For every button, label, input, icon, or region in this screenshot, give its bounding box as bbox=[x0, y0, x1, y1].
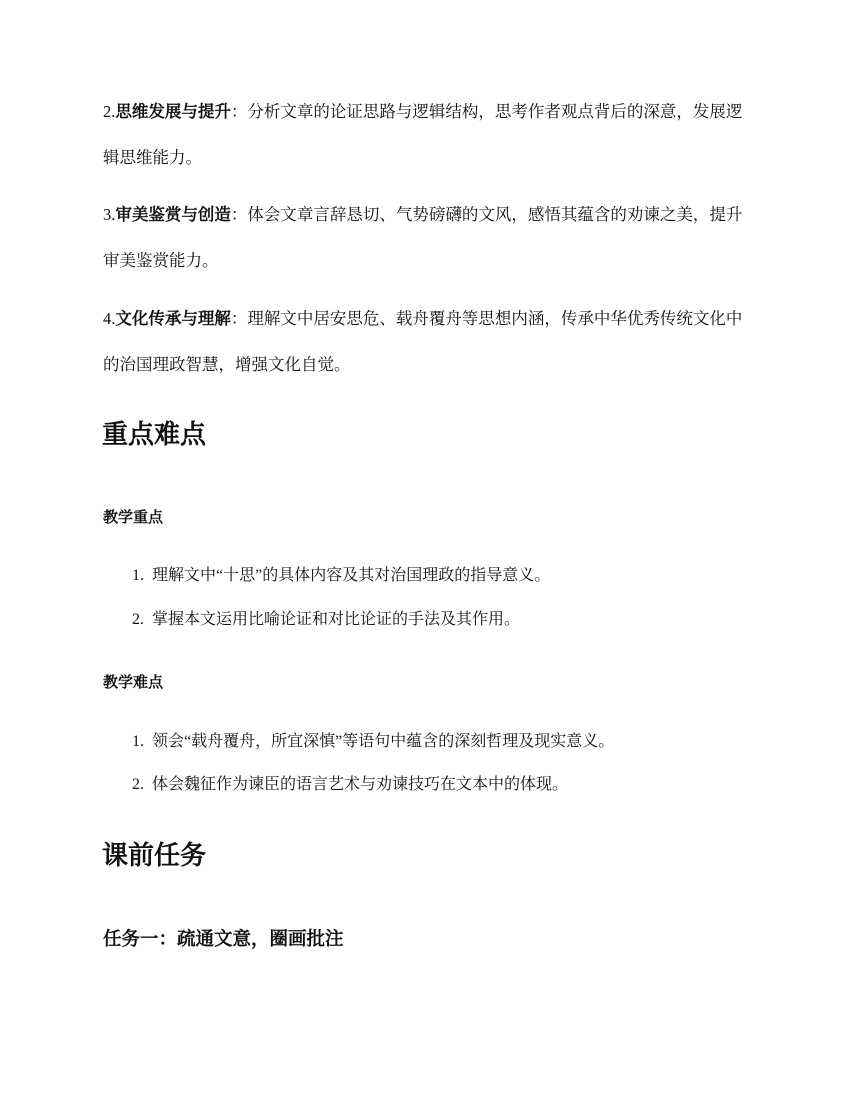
list-text: 掌握本文运用比喻论证和对比论证的手法及其作用。 bbox=[152, 611, 521, 628]
objective-text: 体会文章言辞恳切、气势磅礴的文风，感悟其蕴含的劝谏之美，提升审美鉴赏能力。 bbox=[103, 205, 743, 270]
list-text: 体会魏征作为谏臣的语言艺术与劝谏技巧在文本中的体现。 bbox=[152, 776, 569, 793]
list-text: 领会“载舟覆舟，所宜深慎”等语句中蕴含的深刻哲理及现实意义。 bbox=[152, 733, 615, 750]
subheading-task-one: 任务一：疏通文意，圈画批注 bbox=[103, 929, 344, 950]
objective-culture bbox=[103, 296, 757, 388]
objective-number: 4. bbox=[103, 309, 116, 328]
objective-text: 分析文章的论证思路与逻辑结构，思考作者观点背后的深意，发展逻辑思维能力。 bbox=[103, 102, 743, 167]
objective-separator: ： bbox=[230, 309, 248, 328]
objective-label: 文化传承与理解 bbox=[115, 309, 231, 328]
list-text: 理解文中“十思”的具体内容及其对治国理政的指导意义。 bbox=[152, 567, 551, 584]
objective-number: 3. bbox=[103, 205, 116, 224]
objective-number: 2. bbox=[103, 102, 116, 121]
objective-separator: ： bbox=[230, 205, 248, 224]
objective-text: 理解文中居安思危、载舟覆舟等思想内涵，传承中华优秀传统文化中的治国理政智慧，增强文化自觉。 bbox=[103, 309, 743, 374]
list-item bbox=[132, 609, 520, 631]
list-item bbox=[132, 731, 614, 753]
objective-label: 审美鉴赏与创造 bbox=[115, 205, 231, 224]
section-heading-key-points: 重点难点 bbox=[102, 420, 207, 450]
list-number: 1. bbox=[132, 733, 144, 750]
subheading-teaching-focus: 教学重点 bbox=[103, 508, 164, 526]
list-item bbox=[132, 565, 550, 587]
subheading-teaching-difficulty: 教学难点 bbox=[103, 673, 164, 691]
objective-aesthetics bbox=[103, 192, 757, 284]
list-number: 1. bbox=[132, 567, 144, 584]
objective-separator: ： bbox=[230, 102, 248, 121]
list-number: 2. bbox=[132, 611, 144, 628]
list-number: 2. bbox=[132, 776, 144, 793]
objective-thinking bbox=[103, 89, 757, 181]
list-item bbox=[132, 774, 568, 796]
objective-label: 思维发展与提升 bbox=[115, 102, 231, 121]
section-heading-pre-class-tasks: 课前任务 bbox=[102, 841, 207, 871]
